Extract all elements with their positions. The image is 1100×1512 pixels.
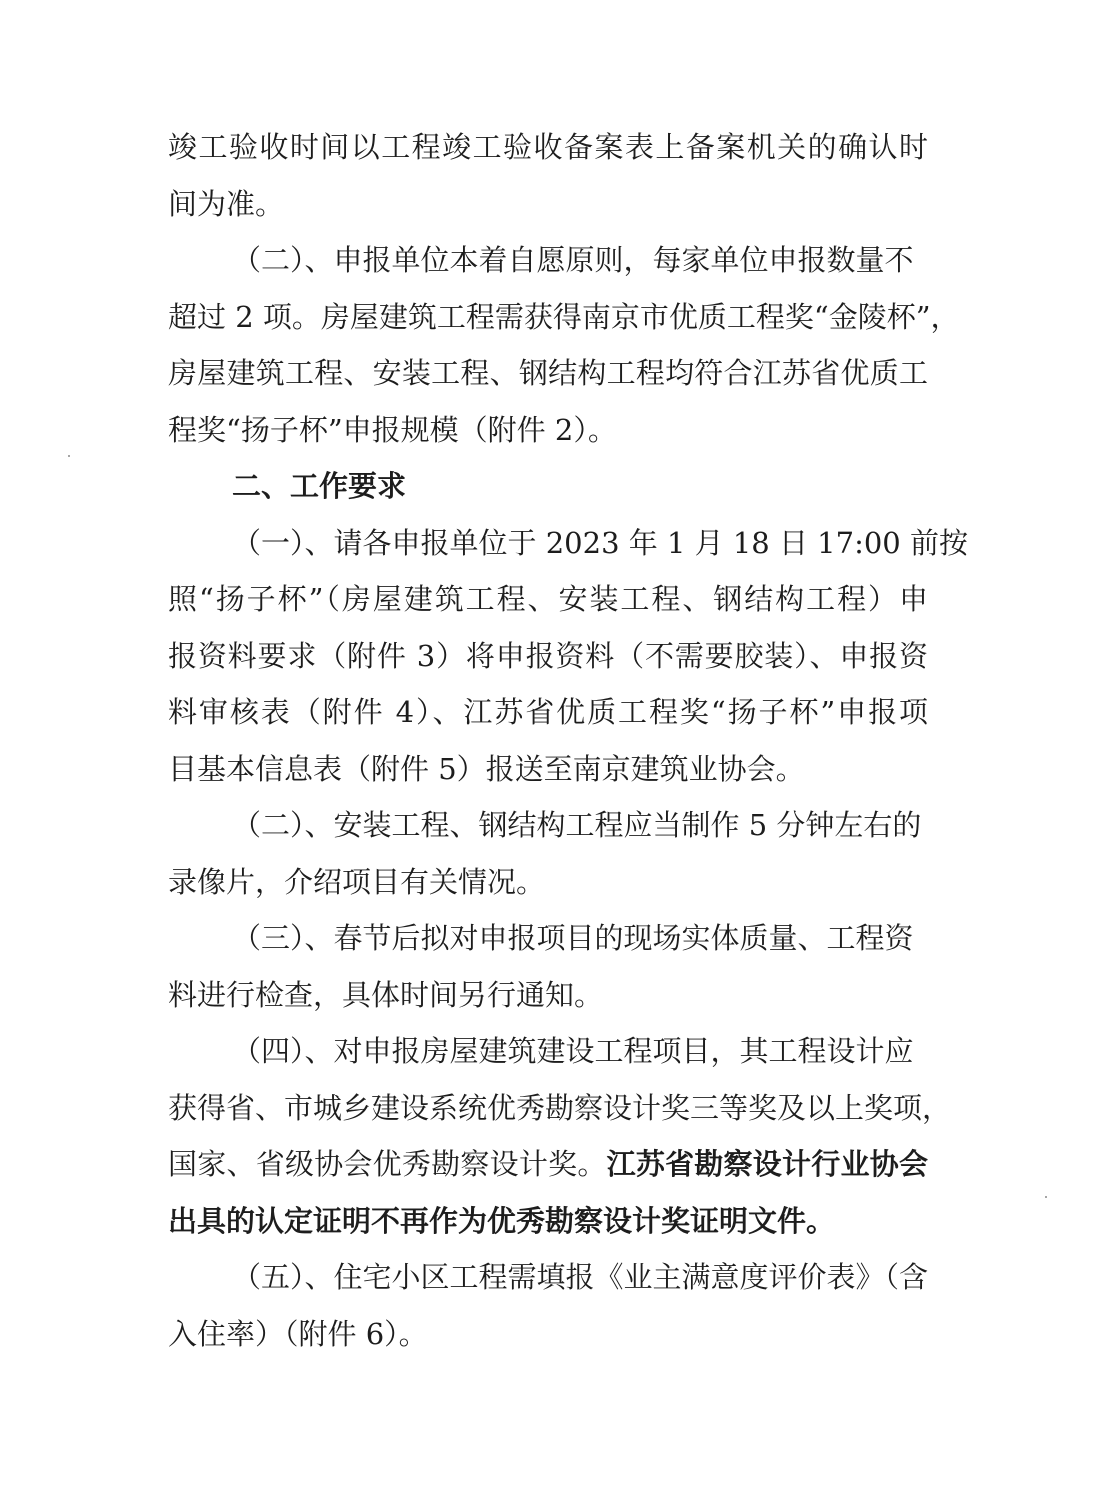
paragraph-line: （三）、春节后拟对申报项目的现场实体质量、工程资 [232, 921, 914, 955]
paragraph-line: （一）、请各申报单位于 2023 年 1 月 18 日 17:00 前按 [232, 526, 968, 560]
bold-text-run: 江苏省勘察设计行业协会 [606, 1147, 928, 1181]
section-heading: 二、工作要求 [232, 469, 407, 503]
paragraph-line: （四）、对申报房屋建筑建设工程项目，其工程设计应 [232, 1034, 914, 1068]
paragraph-line: 程奖“扬子杯”申报规模（附件 2）。 [168, 413, 617, 447]
paragraph-line: （五）、住宅小区工程需填报《业主满意度评价表》（含 [232, 1260, 929, 1294]
paragraph-line: 料进行检查，具体时间另行通知。 [168, 978, 604, 1012]
paragraph-line: 获得省、市城乡建设系统优秀勘察设计奖三等奖及以上奖项， [168, 1091, 952, 1125]
plain-text-run: 国家、省级协会优秀勘察设计奖。 [168, 1147, 607, 1181]
paragraph-line: 目基本信息表（附件 5）报送至南京建筑业协会。 [168, 752, 805, 786]
bold-paragraph-line: 出具的认定证明不再作为优秀勘察设计奖证明文件。 [168, 1204, 836, 1238]
paragraph-line: 报资料要求（附件 3）将申报资料（不需要胶装）、申报资 [168, 639, 928, 673]
paragraph-line: 超过 2 项。房屋建筑工程需获得南京市优质工程奖“金陵杯”， [168, 300, 960, 334]
paragraph-line: （二）、申报单位本着自愿原则，每家单位申报数量不 [232, 243, 914, 277]
paragraph-line-mixed [168, 1144, 928, 1184]
scan-speck [1045, 1196, 1047, 1198]
paragraph-line: 间为准。 [168, 187, 285, 221]
paragraph-line: 录像片，介绍项目有关情况。 [168, 865, 546, 899]
paragraph-line: 竣工验收时间以工程竣工验收备案表上备案机关的确认时 [168, 130, 928, 164]
scan-speck [68, 455, 70, 457]
paragraph-line: （二）、安装工程、钢结构工程应当制作 5 分钟左右的 [232, 808, 922, 842]
paragraph-line: 料审核表（附件 4）、江苏省优质工程奖“扬子杯”申报项 [168, 695, 928, 729]
paragraph-line: 入住率）（附件 6）。 [168, 1317, 428, 1351]
paragraph-line: 照“扬子杯”（房屋建筑工程、安装工程、钢结构工程）申 [168, 582, 928, 616]
paragraph-line: 房屋建筑工程、安装工程、钢结构工程均符合江苏省优质工 [168, 356, 928, 390]
